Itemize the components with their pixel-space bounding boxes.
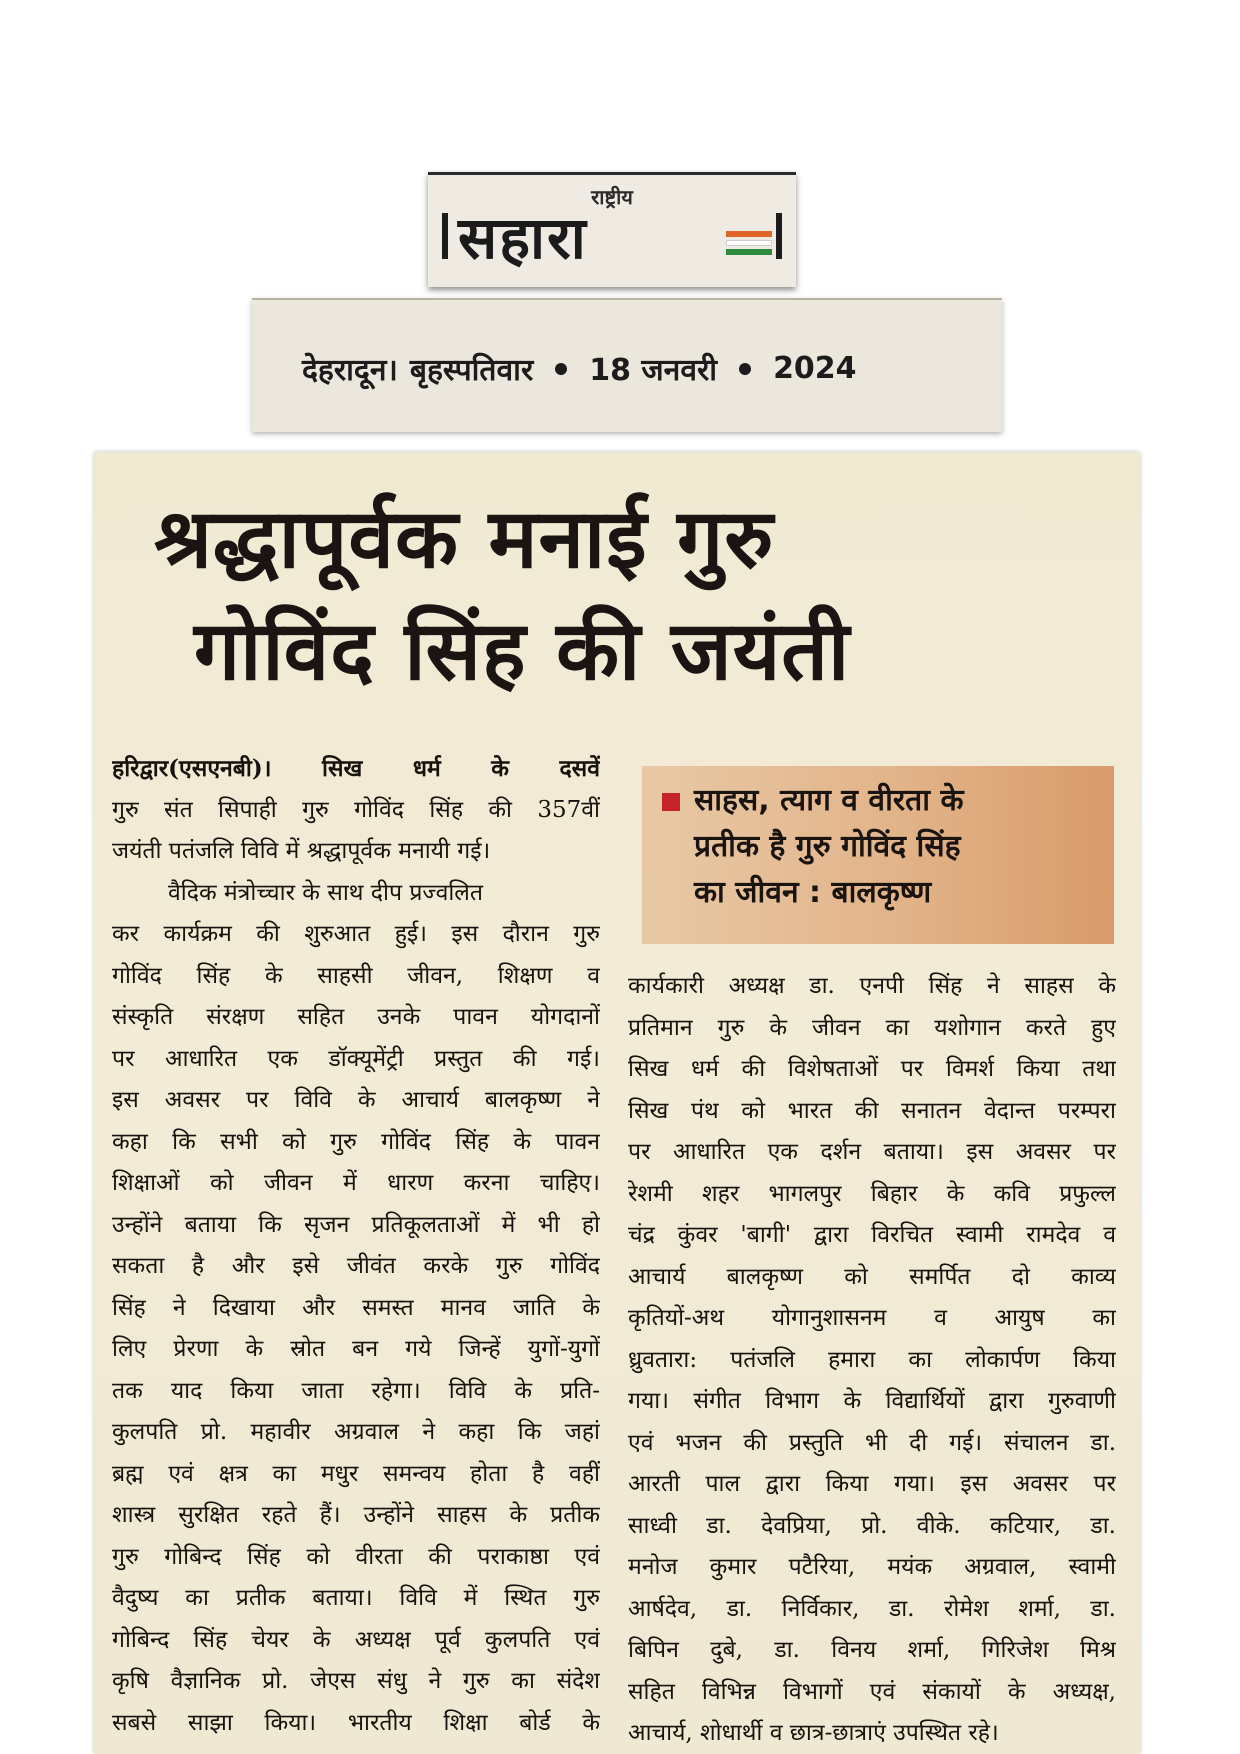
body-line: गोबिन्द सिंह चेयर के अध्यक्ष पूर्व कुलपति एवं — [112, 1626, 600, 1653]
masthead-left-bar — [442, 213, 448, 259]
body-line: एवं भजन की प्रस्तुति भी दी गई। संचालन डा. — [628, 1429, 1116, 1456]
body-line: कहा कि सभी को गुरु गोविंद सिंह के पावन — [112, 1128, 600, 1155]
body-line: हरिद्वार(एसएनबी)। सिख धर्म के दसवें — [112, 755, 600, 782]
body-line: सिंह ने दिखाया और समस्त मानव जाति के — [112, 1294, 600, 1321]
body-line: ब्रह्म एवं क्षत्र का मधुर समन्वय होता है वहीं — [112, 1460, 600, 1487]
masthead-title: सहारा — [458, 204, 588, 272]
body-line: जयंती पतंजलि विवि में श्रद्धापूर्वक मनायी गई। — [112, 838, 491, 864]
body-line: कार्यकारी अध्यक्ष डा. एनपी सिंह ने साहस के — [628, 973, 1116, 999]
body-line: सकता है और इसे जीवंत करके गुरु गोविंद — [112, 1253, 600, 1279]
body-line: तक याद किया जाता रहेगा। विवि के प्रति- — [112, 1377, 600, 1404]
body-line: पर आधारित एक दर्शन बताया। इस अवसर पर — [628, 1139, 1116, 1165]
separator-dot-icon — [555, 363, 567, 375]
body-line: आचार्य, शोधार्थी व छात्र-छात्राएं उपस्थित रहे। — [628, 1720, 999, 1746]
body-line: आर्षदेव, डा. निर्विकार, डा. रोमेश शर्मा, डा. — [628, 1595, 1116, 1622]
red-square-bullet-icon — [662, 793, 680, 811]
body-line: उन्होंने बताया कि सृजन प्रतिकूलताओं में भी हो — [112, 1211, 600, 1238]
pull-quote-line: प्रतीक है गुरु गोविंद सिंह — [694, 829, 961, 864]
body-line: कृतियों-अथ योगानुशासनम व आयुष का — [628, 1305, 1116, 1331]
tricolor-flag-icon — [726, 231, 772, 258]
article-headline — [154, 484, 1114, 708]
body-line: बिपिन दुबे, डा. विनय शर्मा, गिरिजेश मिश्र — [628, 1637, 1116, 1663]
headline-line: श्रद्धापूर्वक मनाई गुरु — [154, 492, 775, 587]
news-article — [94, 452, 1140, 1754]
dateline-strip — [252, 298, 1002, 432]
body-line: रेशमी शहर भागलपुर बिहार के कवि प्रफुल्ल — [628, 1180, 1116, 1207]
article-right-column — [628, 966, 1116, 1754]
newspaper-masthead — [428, 172, 796, 287]
dateline-day: बृहस्पतिवार — [409, 353, 534, 388]
body-line: गया। संगीत विभाग के विद्यार्थियों द्वारा गुरुवाणी — [628, 1388, 1116, 1414]
body-line: आचार्य बालकृष्ण को समर्पित दो काव्य — [628, 1263, 1116, 1290]
body-line: कृषि वैज्ञानिक प्रो. जेएस संधु ने गुरु का संदेश — [112, 1668, 600, 1694]
masthead-right-bar — [776, 213, 782, 259]
body-line: लिए प्रेरणा के स्रोत बन गये जिन्हें युगों-युगों — [112, 1336, 600, 1362]
dateline-year: 2024 — [773, 351, 857, 386]
pull-quote-line: साहस, त्याग व वीरता के — [694, 783, 964, 818]
body-line: आरती पाल द्वारा किया गया। इस अवसर पर — [628, 1471, 1116, 1497]
body-line: चंद्र कुंवर 'बागी' द्वारा विरचित स्वामी रामदेव व — [628, 1222, 1116, 1248]
body-line: इस अवसर पर विवि के आचार्य बालकृष्ण ने — [112, 1087, 600, 1113]
body-line: मनोज कुमार पटैरिया, मयंक अग्रवाल, स्वामी — [628, 1554, 1116, 1580]
body-line: साध्वी डा. देवप्रिया, प्रो. वीके. कटियार, डा. — [628, 1512, 1116, 1539]
body-line: गोविंद सिंह के साहसी जीवन, शिक्षण व — [112, 962, 600, 989]
body-line: कर कार्यक्रम की शुरुआत हुई। इस दौरान गुरु — [112, 921, 600, 947]
body-line: कुलपति प्रो. महावीर अग्रवाल ने कहा कि जहां — [112, 1419, 600, 1445]
body-line: सबसे साझा किया। भारतीय शिक्षा बोर्ड के — [112, 1709, 600, 1736]
body-line: सिख पंथ को भारत की सनातन वेदान्त परम्परा — [628, 1097, 1116, 1124]
headline-line: गोविंद सिंह की जयंती — [194, 604, 851, 699]
pull-quote-line: का जीवन : बालकृष्ण — [694, 875, 932, 910]
article-left-column — [112, 748, 600, 1744]
pull-quote-box — [642, 766, 1114, 944]
body-line: ध्रुवतारा: पतंजलि हमारा का लोकार्पण किया — [628, 1346, 1116, 1373]
body-line: वैदुष्य का प्रतीक बताया। विवि में स्थित गुरु — [112, 1585, 600, 1611]
dateline-city: देहरादून। — [302, 353, 398, 388]
body-line: प्रतिमान गुरु के जीवन का यशोगान करते हुए — [628, 1014, 1116, 1041]
body-line: सहित विभिन्न विभागों एवं संकायों के अध्यक्ष, — [628, 1678, 1116, 1705]
body-line: संस्कृति संरक्षण सहित उनके पावन योगदानों — [112, 1004, 600, 1030]
body-line: शिक्षाओं को जीवन में धारण करना चाहिए। — [112, 1170, 600, 1196]
body-line: वैदिक मंत्रोच्चार के साथ दीप प्रज्वलित — [168, 879, 484, 906]
masthead-subtitle: राष्ट्रीय — [591, 185, 633, 209]
body-line: शास्त्र सुरक्षित रहते हैं। उन्होंने साहस के प्रतीक — [112, 1502, 600, 1528]
body-line: पर आधारित एक डॉक्यूमेंट्री प्रस्तुत की गई। — [112, 1045, 600, 1072]
separator-dot-icon — [739, 363, 751, 375]
dateline-date: 18 जनवरी — [589, 353, 718, 388]
body-line: गुरु गोबिन्द सिंह को वीरता की पराकाष्ठा एवं — [112, 1543, 600, 1570]
body-line: सिख धर्म की विशेषताओं पर विमर्श किया तथा — [628, 1056, 1116, 1082]
body-line: गुरु संत सिपाही गुरु गोविंद सिंह की 357वीं — [112, 796, 600, 823]
